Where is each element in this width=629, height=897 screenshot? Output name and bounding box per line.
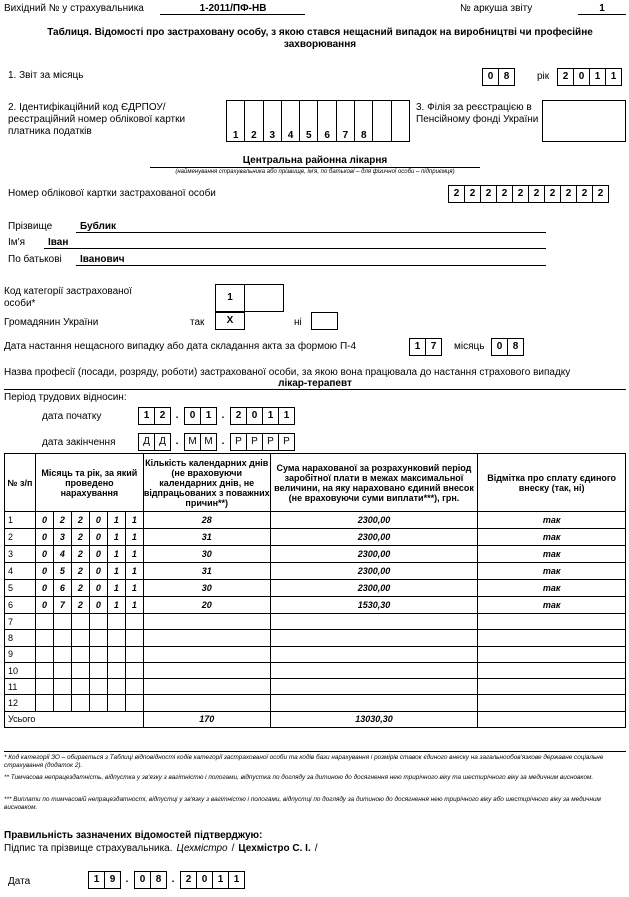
col-header-days: Кількість календарних днів (не враховуючи календарних днів, не відпрацьованих з поважних причин**) [143, 454, 270, 512]
table-row [5, 512, 626, 529]
row-sum [270, 630, 478, 646]
row-paid: так [478, 580, 626, 597]
category-value: 1 [215, 284, 245, 312]
card-cells: 2 2 2 2 2 2 2 2 2 2 [448, 185, 608, 203]
accident-month: 0 8 [491, 338, 523, 356]
col-header-paid: Відмітка про сплату єдиного внеску (так, ні) [478, 454, 626, 512]
accident-month-label: місяць [454, 341, 485, 352]
period-start-cells: 1 2 . 0 1 . 2 0 1 1 [138, 407, 294, 425]
row-paid [478, 695, 626, 711]
row-month: 0 6 2 0 1 1 [35, 580, 143, 597]
row-month [35, 695, 143, 711]
patronymic-value: Іванович [80, 254, 125, 265]
no-label: ні [294, 317, 302, 328]
row-days [143, 679, 270, 695]
row-month: 0 2 2 0 1 1 [35, 512, 143, 529]
signature-name: Цехмістро С. І. [238, 843, 311, 854]
row-sum: 2300,00 [270, 546, 478, 563]
row-month [35, 662, 143, 678]
row-days [143, 614, 270, 630]
row-month [35, 614, 143, 630]
row-paid [478, 662, 626, 678]
row-sum [270, 695, 478, 711]
insurer-name: Центральна районна лікарня [242, 155, 388, 166]
profession-value: лікар-терапевт [278, 378, 352, 389]
branch-box [542, 100, 626, 142]
report-month-cells: 0 8 [482, 68, 514, 86]
row-days: 20 [143, 597, 270, 614]
row-days: 31 [143, 563, 270, 580]
period-end-label: дата закінчення [42, 437, 116, 448]
confirm-heading: Правильність зазначених відомостей підтверджую: [4, 830, 263, 841]
table-row [5, 646, 626, 662]
no-box[interactable] [311, 312, 338, 330]
row-month: 0 3 2 0 1 1 [35, 529, 143, 546]
patronymic-label: По батькові [8, 254, 62, 265]
row-month [35, 679, 143, 695]
total-days: 170 [143, 711, 270, 727]
row-sum: 2300,00 [270, 512, 478, 529]
row-num: 6 [5, 597, 36, 614]
row-paid: так [478, 597, 626, 614]
table-row [5, 597, 626, 614]
period-label: Період трудових відносин: [4, 392, 127, 403]
category-empty [244, 284, 284, 312]
total-sum: 13030,30 [270, 711, 478, 727]
row-sum [270, 646, 478, 662]
total-label: Усього [5, 711, 144, 727]
table-row [5, 546, 626, 563]
surname-value: Бублик [80, 221, 117, 232]
row-sum: 1530,30 [270, 597, 478, 614]
table-row [5, 529, 626, 546]
accrual-table [4, 453, 626, 728]
report-month-label: 1. Звіт за місяць [8, 70, 84, 81]
row-paid: так [478, 529, 626, 546]
row-num: 12 [5, 695, 36, 711]
page-title: Таблиця. Відомості про застраховану особу, з якою стався нещасний випадок на виробництві чи професійне захворювання [47, 27, 593, 50]
profession-label: Назва професії (посади, розряду, роботи) застрахованої особи, за якою вона працювала до настання страхового випадку [4, 367, 571, 378]
table-row [5, 662, 626, 678]
row-paid: так [478, 546, 626, 563]
footnote-2: ** Тимчасова непрацездатність, відпустка у зв'язку з вагітністю і пологами, відпустка по догляду за дитиною до досягнення нею трирічного віку та шестирічного віку за медичним висновком. [4, 774, 594, 781]
sheet-label: № аркуша звіту [460, 3, 533, 14]
edrpou-label: 2. Ідентифікаційний код ЄДРПОУ/ реєстраційний номер облікової картки платника податків [8, 102, 186, 137]
col-header-num: № з/п [5, 454, 36, 512]
row-days: 30 [143, 546, 270, 563]
footnote-3: *** Виплати по тимчасовій непрацездатності, відпустці у зв'язку з вагітністю і пологами, відпустці по догляду за дитиною до досягнення нею трирічного віку або шестирічного віку за медичним висновком. [4, 796, 601, 811]
row-paid: так [478, 512, 626, 529]
row-days [143, 630, 270, 646]
period-end-cells: Д Д . М М . Р Р Р Р [138, 433, 294, 451]
col-header-sum: Сума нарахованої за розрахунковий період заробітної плати в межах максимальної величини, на яку нараховано єдиний внесок (не враховуючи суми виплати***), грн. [270, 454, 478, 512]
date-cells: 1 9 . 0 8 . 2 0 1 1 [88, 871, 244, 889]
row-num: 1 [5, 512, 36, 529]
yes-box[interactable]: Х [215, 312, 245, 330]
sheet-value: 1 [599, 3, 605, 14]
row-days: 30 [143, 580, 270, 597]
signature-line: Підпис та прізвище страхувальника. Цехмістро / Цехмістро С. І. / [4, 843, 318, 854]
row-paid [478, 630, 626, 646]
table-row [5, 614, 626, 630]
row-sum: 2300,00 [270, 580, 478, 597]
outgoing-value: 1-2011/ПФ-НВ [199, 3, 267, 14]
row-num: 11 [5, 679, 36, 695]
row-sum [270, 679, 478, 695]
table-row [5, 630, 626, 646]
row-num: 10 [5, 662, 36, 678]
table-row [5, 695, 626, 711]
outgoing-label: Вихідний № у страхувальника [4, 3, 144, 14]
row-paid [478, 646, 626, 662]
row-month: 0 7 2 0 1 1 [35, 597, 143, 614]
yes-label: так [190, 317, 205, 328]
accident-day: 1 7 [409, 338, 441, 356]
row-sum: 2300,00 [270, 529, 478, 546]
row-num: 7 [5, 614, 36, 630]
row-paid [478, 679, 626, 695]
date-label: Дата [8, 876, 31, 887]
citizen-label: Громадянин України [4, 317, 99, 328]
table-row [5, 580, 626, 597]
row-paid: так [478, 563, 626, 580]
row-paid [478, 614, 626, 630]
row-sum [270, 614, 478, 630]
accident-label: Дата настання нещасного випадку або дата складання акта за формою П-4 [4, 341, 357, 352]
report-year-cells: 2 0 1 1 [557, 68, 621, 86]
row-days [143, 646, 270, 662]
table-row [5, 679, 626, 695]
row-month [35, 646, 143, 662]
footnote-1: * Код категорії ЗО – обирається з Таблиці відповідності кодів категорії застрахованої особи та кодів бази нарахування і розмірів ставок єдиного внеску на загальнообов'язкове державне соціальне страхування (додаток 2). [4, 754, 604, 769]
edrpou-grid: 1 2 3 4 5 6 7 8 [226, 100, 410, 142]
row-num: 9 [5, 646, 36, 662]
row-month: 0 4 2 0 1 1 [35, 546, 143, 563]
name-label: Ім'я [8, 237, 25, 248]
row-days [143, 695, 270, 711]
row-num: 5 [5, 580, 36, 597]
card-label: Номер облікової картки застрахованої особи [8, 188, 216, 199]
row-month: 0 5 2 0 1 1 [35, 563, 143, 580]
period-start-label: дата початку [42, 411, 102, 422]
branch-label: 3. Філія за реєстрацією в Пенсійному фонді України [416, 102, 539, 125]
row-num: 3 [5, 546, 36, 563]
insurer-caption: (найменування страхувальника або прізвище, ім'я, по батькові – для фізичної особи – підприємця) [175, 169, 455, 175]
row-days: 28 [143, 512, 270, 529]
name-value: Іван [48, 237, 69, 248]
row-num: 2 [5, 529, 36, 546]
row-month [35, 630, 143, 646]
report-year-label: рік [537, 71, 550, 82]
row-sum: 2300,00 [270, 563, 478, 580]
row-sum [270, 662, 478, 678]
table-row [5, 563, 626, 580]
signature: Цехмістро [176, 843, 228, 854]
row-num: 8 [5, 630, 36, 646]
row-days [143, 662, 270, 678]
col-header-month: Місяць та рік, за який проведено нарахування [35, 454, 143, 512]
row-days: 31 [143, 529, 270, 546]
surname-label: Прізвище [8, 221, 53, 232]
category-label: Код категорії застрахованої особи* [4, 286, 132, 309]
row-num: 4 [5, 563, 36, 580]
